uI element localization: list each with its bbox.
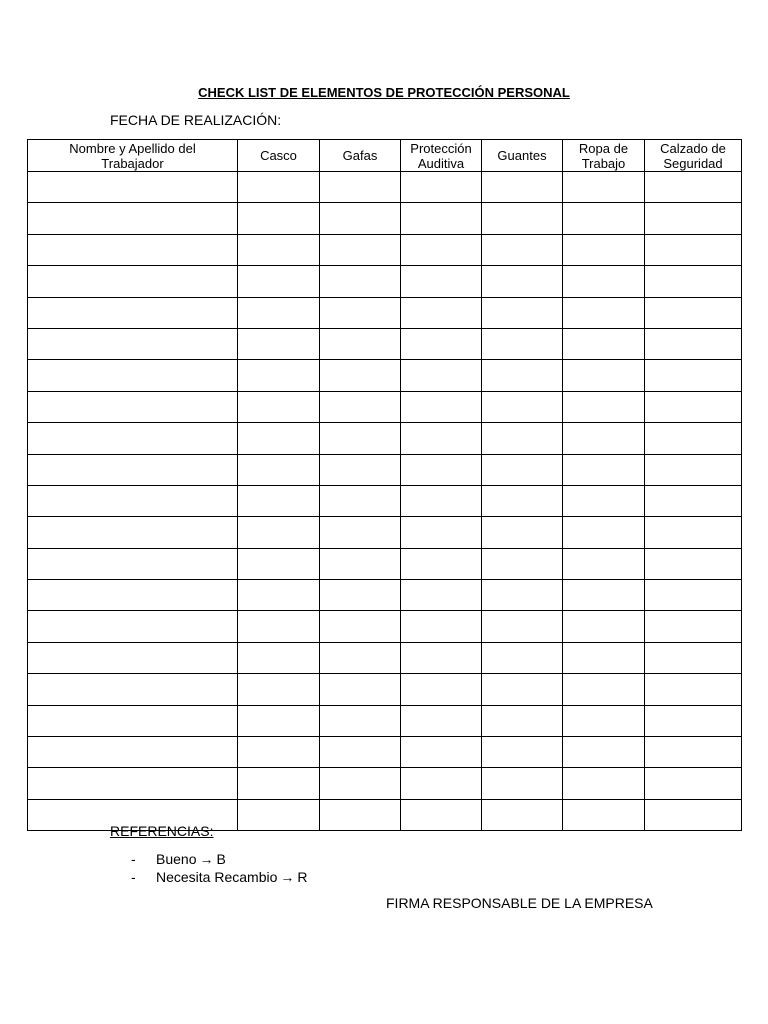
check-cell[interactable] (238, 391, 320, 422)
check-cell[interactable] (482, 328, 563, 359)
worker-name-cell[interactable] (28, 548, 238, 579)
table-row (28, 297, 742, 328)
check-cell[interactable] (482, 642, 563, 673)
check-cell[interactable] (563, 705, 645, 736)
table-row (28, 203, 742, 234)
check-cell[interactable] (482, 172, 563, 203)
check-cell[interactable] (645, 234, 742, 265)
check-cell[interactable] (401, 328, 482, 359)
document-title: CHECK LIST DE ELEMENTOS DE PROTECCIÓN PERSONAL (198, 85, 570, 100)
references-title: REFERENCIAS: (110, 823, 214, 839)
check-cell[interactable] (320, 423, 401, 454)
check-cell[interactable] (645, 266, 742, 297)
check-cell[interactable] (320, 705, 401, 736)
check-cell[interactable] (563, 611, 645, 642)
check-cell[interactable] (401, 642, 482, 673)
check-cell[interactable] (563, 391, 645, 422)
table-row (28, 360, 742, 391)
check-cell[interactable] (401, 172, 482, 203)
check-cell[interactable] (645, 642, 742, 673)
worker-name-cell[interactable] (28, 328, 238, 359)
table-row (28, 423, 742, 454)
check-cell[interactable] (401, 266, 482, 297)
check-cell[interactable] (320, 517, 401, 548)
check-cell[interactable] (645, 674, 742, 705)
column-header-gloves: Guantes (482, 140, 563, 172)
table-row (28, 674, 742, 705)
table-header-row (28, 140, 742, 172)
check-cell[interactable] (401, 203, 482, 234)
table-row (28, 485, 742, 516)
check-cell[interactable] (645, 360, 742, 391)
table-body (28, 172, 742, 831)
check-cell[interactable] (563, 423, 645, 454)
table-row (28, 234, 742, 265)
table-row (28, 266, 742, 297)
signature-label: FIRMA RESPONSABLE DE LA EMPRESA (386, 895, 653, 911)
check-cell[interactable] (482, 485, 563, 516)
check-cell[interactable] (482, 297, 563, 328)
check-cell[interactable] (401, 391, 482, 422)
check-cell[interactable] (482, 799, 563, 830)
check-cell[interactable] (401, 580, 482, 611)
table-row (28, 580, 742, 611)
check-cell[interactable] (401, 799, 482, 830)
worker-name-cell[interactable] (28, 674, 238, 705)
check-cell[interactable] (645, 705, 742, 736)
check-cell[interactable] (645, 580, 742, 611)
check-cell[interactable] (238, 642, 320, 673)
check-cell[interactable] (563, 328, 645, 359)
check-cell[interactable] (238, 234, 320, 265)
check-cell[interactable] (401, 297, 482, 328)
check-cell[interactable] (482, 234, 563, 265)
check-cell[interactable] (320, 172, 401, 203)
check-cell[interactable] (320, 548, 401, 579)
check-cell[interactable] (320, 454, 401, 485)
check-cell[interactable] (320, 297, 401, 328)
check-cell[interactable] (482, 580, 563, 611)
table-row (28, 705, 742, 736)
column-header-worker-name: Nombre y Apellido del Trabajador (28, 140, 238, 172)
check-cell[interactable] (238, 580, 320, 611)
check-cell[interactable] (320, 580, 401, 611)
check-cell[interactable] (645, 611, 742, 642)
worker-name-cell[interactable] (28, 172, 238, 203)
check-cell[interactable] (645, 517, 742, 548)
check-cell[interactable] (320, 737, 401, 768)
checklist-table (27, 139, 742, 831)
check-cell[interactable] (238, 360, 320, 391)
check-cell[interactable] (320, 266, 401, 297)
check-cell[interactable] (238, 454, 320, 485)
check-cell[interactable] (238, 328, 320, 359)
check-cell[interactable] (401, 485, 482, 516)
worker-name-cell[interactable] (28, 517, 238, 548)
column-header-hearing-protection: Protección Auditiva (401, 140, 482, 172)
check-cell[interactable] (482, 517, 563, 548)
worker-name-cell[interactable] (28, 234, 238, 265)
check-cell[interactable] (401, 737, 482, 768)
check-cell[interactable] (320, 328, 401, 359)
worker-name-cell[interactable] (28, 737, 238, 768)
check-cell[interactable] (238, 172, 320, 203)
table-row (28, 172, 742, 203)
table-row (28, 768, 742, 799)
worker-name-cell[interactable] (28, 485, 238, 516)
check-cell[interactable] (645, 203, 742, 234)
table-row (28, 642, 742, 673)
check-cell[interactable] (563, 297, 645, 328)
arrow-right-icon: → (280, 869, 295, 885)
check-cell[interactable] (238, 266, 320, 297)
check-cell[interactable] (482, 454, 563, 485)
check-cell[interactable] (645, 768, 742, 799)
check-cell[interactable] (563, 485, 645, 516)
table-row (28, 737, 742, 768)
reference-label: Bueno (156, 851, 197, 867)
check-cell[interactable] (482, 674, 563, 705)
worker-name-cell[interactable] (28, 391, 238, 422)
check-cell[interactable] (238, 705, 320, 736)
table-row (28, 328, 742, 359)
check-cell[interactable] (401, 768, 482, 799)
date-label: FECHA DE REALIZACIÓN: (110, 112, 282, 128)
check-cell[interactable] (645, 391, 742, 422)
check-cell[interactable] (238, 737, 320, 768)
check-cell[interactable] (645, 799, 742, 830)
check-cell[interactable] (320, 485, 401, 516)
check-cell[interactable] (401, 548, 482, 579)
check-cell[interactable] (401, 360, 482, 391)
check-cell[interactable] (645, 485, 742, 516)
column-header-helmet: Casco (238, 140, 320, 172)
check-cell[interactable] (563, 454, 645, 485)
check-cell[interactable] (320, 360, 401, 391)
check-cell[interactable] (401, 705, 482, 736)
check-cell[interactable] (401, 423, 482, 454)
worker-name-cell[interactable] (28, 454, 238, 485)
check-cell[interactable] (320, 799, 401, 830)
worker-name-cell[interactable] (28, 266, 238, 297)
check-cell[interactable] (563, 517, 645, 548)
worker-name-cell[interactable] (28, 580, 238, 611)
worker-name-cell[interactable] (28, 297, 238, 328)
worker-name-cell[interactable] (28, 360, 238, 391)
check-cell[interactable] (238, 423, 320, 454)
worker-name-cell[interactable] (28, 203, 238, 234)
worker-name-cell[interactable] (28, 642, 238, 673)
check-cell[interactable] (238, 548, 320, 579)
check-cell[interactable] (563, 234, 645, 265)
check-cell[interactable] (401, 674, 482, 705)
column-header-goggles: Gafas (320, 140, 401, 172)
check-cell[interactable] (238, 203, 320, 234)
check-cell[interactable] (482, 768, 563, 799)
check-cell[interactable] (238, 517, 320, 548)
check-cell[interactable] (563, 360, 645, 391)
check-cell[interactable] (563, 799, 645, 830)
check-cell[interactable] (645, 423, 742, 454)
check-cell[interactable] (482, 705, 563, 736)
check-cell[interactable] (320, 642, 401, 673)
check-cell[interactable] (645, 737, 742, 768)
check-cell[interactable] (320, 768, 401, 799)
table-row (28, 548, 742, 579)
check-cell[interactable] (401, 454, 482, 485)
check-cell[interactable] (645, 548, 742, 579)
arrow-right-icon: → (199, 851, 214, 867)
check-cell[interactable] (482, 548, 563, 579)
check-cell[interactable] (482, 266, 563, 297)
check-cell[interactable] (563, 580, 645, 611)
check-cell[interactable] (563, 674, 645, 705)
check-cell[interactable] (320, 611, 401, 642)
table-row (28, 517, 742, 548)
reference-item-necesita-recambio (131, 869, 308, 885)
check-cell[interactable] (320, 203, 401, 234)
check-cell[interactable] (482, 203, 563, 234)
reference-code: B (216, 851, 226, 867)
check-cell[interactable] (482, 391, 563, 422)
check-cell[interactable] (563, 768, 645, 799)
check-cell[interactable] (645, 328, 742, 359)
check-cell[interactable] (238, 768, 320, 799)
reference-bullet: - (131, 869, 136, 885)
check-cell[interactable] (401, 611, 482, 642)
check-cell[interactable] (482, 360, 563, 391)
check-cell[interactable] (320, 234, 401, 265)
check-cell[interactable] (563, 737, 645, 768)
reference-bullet: - (131, 851, 136, 867)
column-header-work-clothes: Ropa de Trabajo (563, 140, 645, 172)
check-cell[interactable] (238, 611, 320, 642)
check-cell[interactable] (563, 548, 645, 579)
check-cell[interactable] (482, 737, 563, 768)
check-cell[interactable] (401, 517, 482, 548)
column-header-safety-shoes: Calzado de Seguridad (645, 140, 742, 172)
check-cell[interactable] (401, 234, 482, 265)
table-row (28, 611, 742, 642)
check-cell[interactable] (238, 485, 320, 516)
table-row (28, 391, 742, 422)
check-cell[interactable] (563, 203, 645, 234)
reference-item-bueno (131, 851, 226, 867)
check-cell[interactable] (320, 674, 401, 705)
check-cell[interactable] (238, 297, 320, 328)
check-cell[interactable] (645, 172, 742, 203)
reference-label: Necesita Recambio (156, 869, 278, 885)
worker-name-cell[interactable] (28, 768, 238, 799)
worker-name-cell[interactable] (28, 423, 238, 454)
table-row (28, 454, 742, 485)
check-cell[interactable] (238, 799, 320, 830)
check-cell[interactable] (563, 266, 645, 297)
check-cell[interactable] (645, 454, 742, 485)
check-cell[interactable] (645, 297, 742, 328)
reference-code: R (297, 869, 308, 885)
worker-name-cell[interactable] (28, 611, 238, 642)
check-cell[interactable] (320, 391, 401, 422)
check-cell[interactable] (482, 611, 563, 642)
check-cell[interactable] (563, 642, 645, 673)
check-cell[interactable] (563, 172, 645, 203)
worker-name-cell[interactable] (28, 705, 238, 736)
check-cell[interactable] (482, 423, 563, 454)
check-cell[interactable] (238, 674, 320, 705)
